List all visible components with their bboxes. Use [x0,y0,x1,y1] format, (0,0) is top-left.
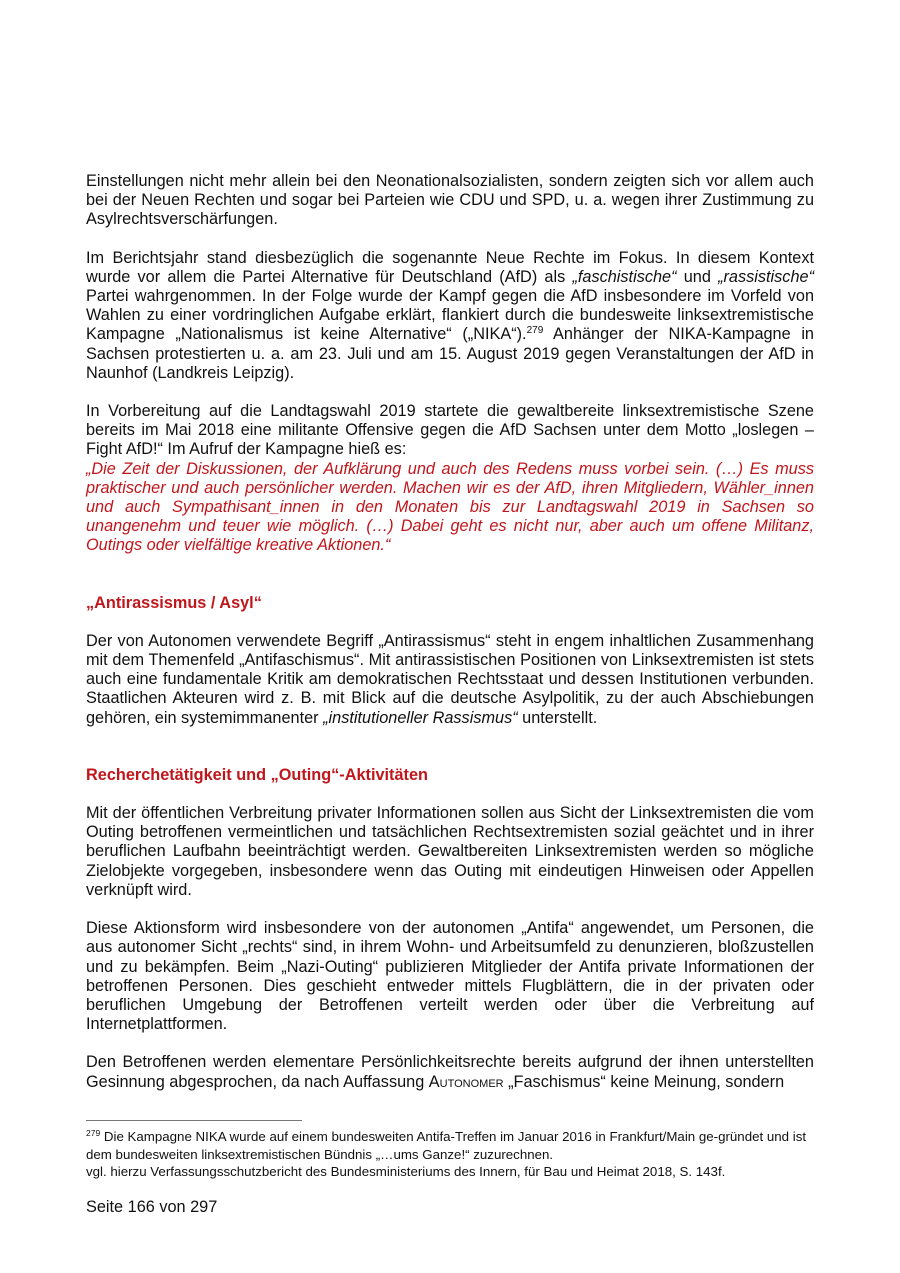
paragraph-antirassismus [86,632,814,728]
paragraph-outing-1: Mit der öffentlichen Verbreitung privater Informationen sollen aus Sicht der Linksextremisten die vom Outing betroffenen vermeintlichen und tatsächlichen Rechtsextremisten sozial geächtet und in ihrer beruflichen Laufbahn beeinträchtigt werden. Gewaltbereiten Linksextremisten werden so mögliche Zielobjekte vorgegeben, insbesondere wenn das Outing mit eindeutigen Hinweisen oder Appellen verknüpft wird. [86,804,814,899]
emphasis-rassistische: „rassistische“ [718,267,814,286]
paragraph-intro: Einstellungen nicht mehr allein bei den Neonationalsozialisten, sondern zeigten sich vor allem auch bei der Neuen Rechten und sogar bei Parteien wie CDU und SPD, u. a. wegen ihrer Zustimmung zu Asylrechtsverschärfungen. [86,172,814,229]
paragraph-outing-2: Diese Aktionsform wird insbesondere von der autonomen „Antifa“ angewendet, um Personen, die aus autonomer Sicht „rechts“ sind, in ihrem Wohn- und Arbeitsumfeld zu denunzieren, bloßzustellen und zu bekämpfen. Beim „Nazi-Outing“ publizieren Mitglieder der Antifa private Informationen der betroffenen Personen. Dies geschieht entweder mittels Flugblättern, die in der privaten oder beruflichen Umgebung der Betroffenen verteilt werden oder über die Verbreitung auf Internetplattformen. [86,919,814,1034]
text-span: Anhänger der NIKA-Kampagne in Sachsen protestierten u. a. am 23. Juli und am 15. August 2019 gegen Veranstaltungen der AfD in Naunhof (Landkreis Leipzig). [86,325,814,382]
text-span: Im Berichtsjahr stand diesbezüglich die sogenannte Neue Rechte im Fokus. In diesem Kontext wurde vor allem die Partei Alternative für Deutschland (AfD) als [86,248,814,286]
footnote-279-line2: vgl. hierzu Verfassungsschutzbericht des Bundesministeriums des Innern, für Bau und Heimat 2018, S. 143f. [86,1164,726,1179]
text-span: Der von Autonomen verwendete Begriff „Antirassismus“ steht in engem inhaltlichen Zusammenhang mit dem Themenfeld „Antifaschismus“. Mit antirassistischen Positionen von Linksextremisten ist stets auch eine fundamentale Kritik am demokratischen Rechtsstaat und dessen Institutionen verbunden. Staatlichen Akteuren wird z. B. mit Blick auf die deutsche Asylpolitik, zu der auch Abschiebungen gehören, ein systemimmanenter [86,631,814,727]
paragraph-afd [86,249,814,383]
text-span: Den Betroffenen werden elementare Persönlichkeitsrechte bereits aufgrund der ihnen unterstellten Gesinnung abgesprochen, da nach Auffassung [86,1053,814,1091]
campaign-quote: „Die Zeit der Diskussionen, der Aufklärung und auch des Redens muss vorbei sein. (…) Es muss praktischer und auch persönlicher werden. Machen wir es der AfD, ihren Mitgliedern, Wähler_innen und auch Sympathisant_innen in den Monaten bis zur Landtagswahl 2019 in Sachsen so unangenehm und teuer wie möglich. (…) Dabei geht es nicht nur, aber auch um offene Militanz, Outings oder vielfältige kreative Aktionen.“ [86,459,814,555]
emphasis-faschistische: „faschistische“ [572,267,677,286]
text-span: Partei wahrgenommen. In der Folge wurde der Kampf gegen die AfD insbesondere im Vorfeld von Wahlen zu einer vordringlichen Aufgabe erklärt, flankiert durch die bundesweite linksextremistische Kampagne „Nationalismus ist keine Alternative“ („NIKA“). [86,287,814,344]
footnote-divider [86,1120,302,1121]
heading-outing: Recherchetätigkeit und „Outing“-Aktivitäten [86,765,428,784]
footnote-number: 279 [86,1128,101,1138]
text-span: „Faschismus“ keine Meinung, sondern [503,1072,785,1091]
footnote-reference[interactable]: 279 [526,325,544,337]
footnote-text: Die Kampagne NIKA wurde auf einem bundesweiten Antifa-Treffen im Januar 2016 in Frankfurt/Main ge-gründet und ist dem bundesweiten linksextremistischen Bündnis „…ums Ganze!“ zuzurechnen. [86,1129,807,1162]
text-span: und [676,267,719,286]
footnote-area [86,1128,816,1181]
paragraph-landtagswahl: In Vorbereitung auf die Landtagswahl 2019 startete die gewaltbereite linksextremistische Szene bereits im Mai 2018 eine militante Offensive gegen die AfD Sachsen unter dem Motto „loslegen – Fight AfD!“ Im Aufruf der Kampagne hieß es: [86,402,814,459]
page-number: Seite 166 von 297 [86,1198,218,1216]
emphasis-institutioneller-rassismus: „institutioneller Rassismus“ [323,708,518,727]
small-caps-autonomer: Autonomer [428,1072,504,1091]
page-content [86,172,814,1092]
text-span: unterstellt. [517,708,598,727]
heading-antirassismus: „Antirassismus / Asyl“ [86,593,262,612]
paragraph-outing-3 [86,1053,814,1091]
footnote-279 [86,1128,816,1163]
